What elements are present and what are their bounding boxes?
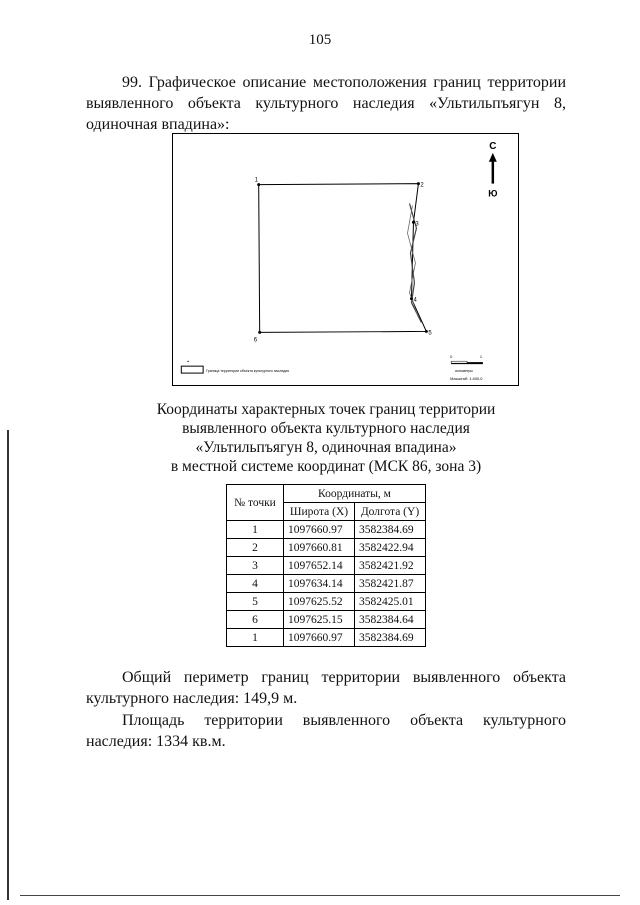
point-label-6: 6 <box>253 337 258 344</box>
boundary-polygon <box>259 184 427 333</box>
section-number: 99. <box>122 74 142 91</box>
table-row <box>227 557 426 575</box>
cell-x: 1097652.14 <box>284 557 355 575</box>
coordinates-table <box>226 484 426 647</box>
point-label-5: 5 <box>428 330 432 337</box>
table-row <box>227 539 426 557</box>
table-row <box>227 575 426 593</box>
cell-x: 1097625.52 <box>284 593 355 611</box>
legend-marker: • <box>187 360 189 366</box>
scale-max: 1 <box>479 354 483 360</box>
caption-line-4: в местной системе координат (МСК 86, зона 3) <box>170 458 482 475</box>
header-point: № точки <box>227 485 284 521</box>
cell-point: 5 <box>227 593 284 611</box>
boundary-map-drawing <box>173 134 518 385</box>
scale-ratio: Масштаб: 1:400,0 <box>450 376 483 382</box>
area-paragraph: Площадь территории выявленного объекта культурного наследия: 1334 кв.м. <box>86 712 566 750</box>
south-label: Ю <box>488 188 498 199</box>
caption-line-3: «Ультильпъягун 8, одиночная впадина» <box>195 439 457 456</box>
header-longitude: Долгота (Y) <box>355 503 426 521</box>
cell-y: 3582421.87 <box>355 575 426 593</box>
cell-x: 1097660.97 <box>284 521 355 539</box>
margin-scan-line <box>7 430 9 900</box>
scale-bar-segment <box>451 361 467 363</box>
caption-line-2: выявленного объекта культурного наследия <box>182 420 470 437</box>
boundary-map <box>172 133 519 386</box>
cell-point: 6 <box>227 611 284 629</box>
cell-point: 2 <box>227 539 284 557</box>
perimeter-paragraph: Общий периметр границ территории выявленного объекта культурного наследия: 149,9 м. <box>86 669 566 707</box>
cell-y: 3582384.69 <box>355 629 426 647</box>
point-label-1: 1 <box>254 177 259 184</box>
north-arrow-head <box>489 153 497 162</box>
point-label-2: 2 <box>420 182 424 189</box>
cell-x: 1097625.15 <box>284 611 355 629</box>
cell-x: 1097660.81 <box>284 539 355 557</box>
cell-y: 3582425.01 <box>355 593 426 611</box>
cell-point: 1 <box>227 629 284 647</box>
table-header-row <box>227 485 426 503</box>
cell-point: 3 <box>227 557 284 575</box>
section-heading <box>86 72 566 135</box>
cell-y: 3582384.69 <box>355 521 426 539</box>
point-label-3: 3 <box>415 221 419 228</box>
table-row <box>227 629 426 647</box>
header-latitude: Широта (X) <box>284 503 355 521</box>
page-number: 105 <box>308 32 332 48</box>
cell-point: 1 <box>227 521 284 539</box>
caption-line-1: Координаты характерных точек границ территории <box>156 401 496 418</box>
section-heading-text: Графическое описание местоположения границ территории выявленного объекта культурного наследия «Ультильпъягун 8, одиночная впадина»: <box>86 74 566 133</box>
cell-y: 3582384.64 <box>355 611 426 629</box>
cell-y: 3582422.94 <box>355 539 426 557</box>
legend-text: Граница территории объекта культурного наследия <box>206 369 290 374</box>
point-label-4: 4 <box>413 297 417 304</box>
scale-zero: 0 <box>450 354 453 360</box>
header-coordinates: Координаты, м <box>284 485 426 503</box>
table-row <box>227 611 426 629</box>
cell-point: 4 <box>227 575 284 593</box>
point-marker-6 <box>258 331 261 334</box>
scale-units: километры <box>455 369 473 374</box>
table-row <box>227 593 426 611</box>
table-caption <box>86 400 566 476</box>
cell-x: 1097634.14 <box>284 575 355 593</box>
cell-y: 3582421.92 <box>355 557 426 575</box>
bottom-scan-line <box>20 895 620 896</box>
cell-x: 1097660.97 <box>284 629 355 647</box>
legend-swatch <box>181 366 203 373</box>
table-row <box>227 521 426 539</box>
north-label: С <box>489 140 497 152</box>
